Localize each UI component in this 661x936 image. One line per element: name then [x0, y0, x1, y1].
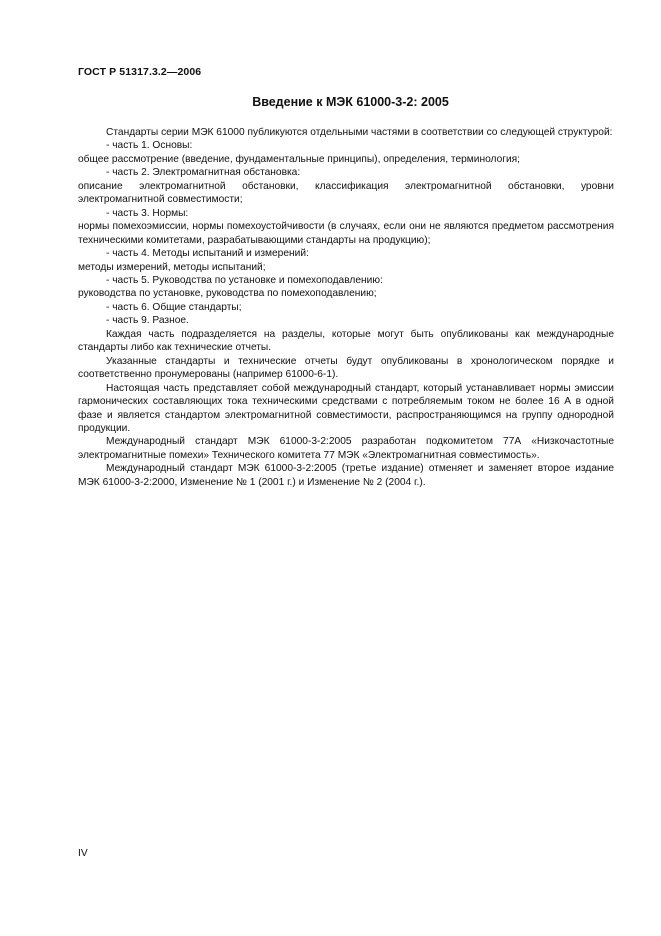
- list-item-part-3: - часть 3. Нормы:: [106, 207, 189, 219]
- list-item-part-4-description: методы измерений, методы испытаний;: [78, 261, 266, 273]
- list-item-part-5-description: руководства по установке, руководства по помехоподавлению;: [78, 288, 377, 300]
- paragraph-edition: Международный стандарт МЭК 61000-3-2:2005 (третье издание) отменяет и заменяет второе издание МЭК 61000-3-2:2000, Изменение № 1 (2001 г.) и Изменение № 2 (2004 г.).: [78, 463, 614, 488]
- paragraph-developer: Международный стандарт МЭК 61000-3-2:2005 разработан подкомитетом 77А «Низкочастотные электромагнитные помехи» Технического комитета 77 МЭК «Электромагнитная совместимость».: [78, 436, 614, 461]
- list-item-part-6: - часть 6. Общие стандарты;: [106, 301, 242, 313]
- paragraph-publication: Указанные стандарты и технические отчеты будут опубликованы в хронологическом порядке и соответственно пронумерованы (например 61000-6-1).: [78, 355, 614, 381]
- section-title: Введение к МЭК 61000-3-2: 2005: [252, 95, 449, 109]
- paragraph-scope: Настоящая часть представляет собой международный стандарт, который устанавливает нормы эмиссии гармонических составляющих тока техническими средствами с потребляемым током не более 16 А в одной фазе и является стандартом электромагнитной совместимости, распространяющимся на группу однородной продукции.: [78, 382, 614, 434]
- paragraph-intro: Стандарты серии МЭК 61000 публикуются отдельными частями в соответствии со следующей структурой:: [106, 127, 613, 138]
- list-item-part-1-description: общее рассмотрение (введение, фундаментальные принципы), определения, терминология;: [78, 153, 521, 165]
- list-item-part-5: - часть 5. Руководства по установке и помехоподавлению:: [106, 274, 383, 286]
- list-item-part-3-description: нормы помехоэмиссии, нормы помехоустойчивости (в случаях, если они не являются предметом рассмотрения техническими комитетами, разрабатывающими стандарты на продукцию);: [78, 221, 614, 246]
- body-text: [78, 126, 614, 489]
- list-item-part-2: - часть 2. Электромагнитная обстановка:: [106, 167, 301, 179]
- list-item-part-2-description: описание электромагнитной обстановки, классификация электромагнитной обстановки, уровни электромагнитной совместимости;: [78, 180, 614, 206]
- list-item-part-1: - часть 1. Основы:: [106, 140, 193, 152]
- page-number: IV: [78, 848, 88, 859]
- paragraph-sections: Каждая часть подразделяется на разделы, которые могут быть опубликованы как международные стандарты либо как технические отчеты.: [78, 328, 614, 354]
- list-item-part-9: - часть 9. Разное.: [106, 315, 189, 327]
- document-id: ГОСТ Р 51317.3.2—2006: [78, 66, 202, 78]
- list-item-part-4: - часть 4. Методы испытаний и измерений:: [106, 248, 309, 260]
